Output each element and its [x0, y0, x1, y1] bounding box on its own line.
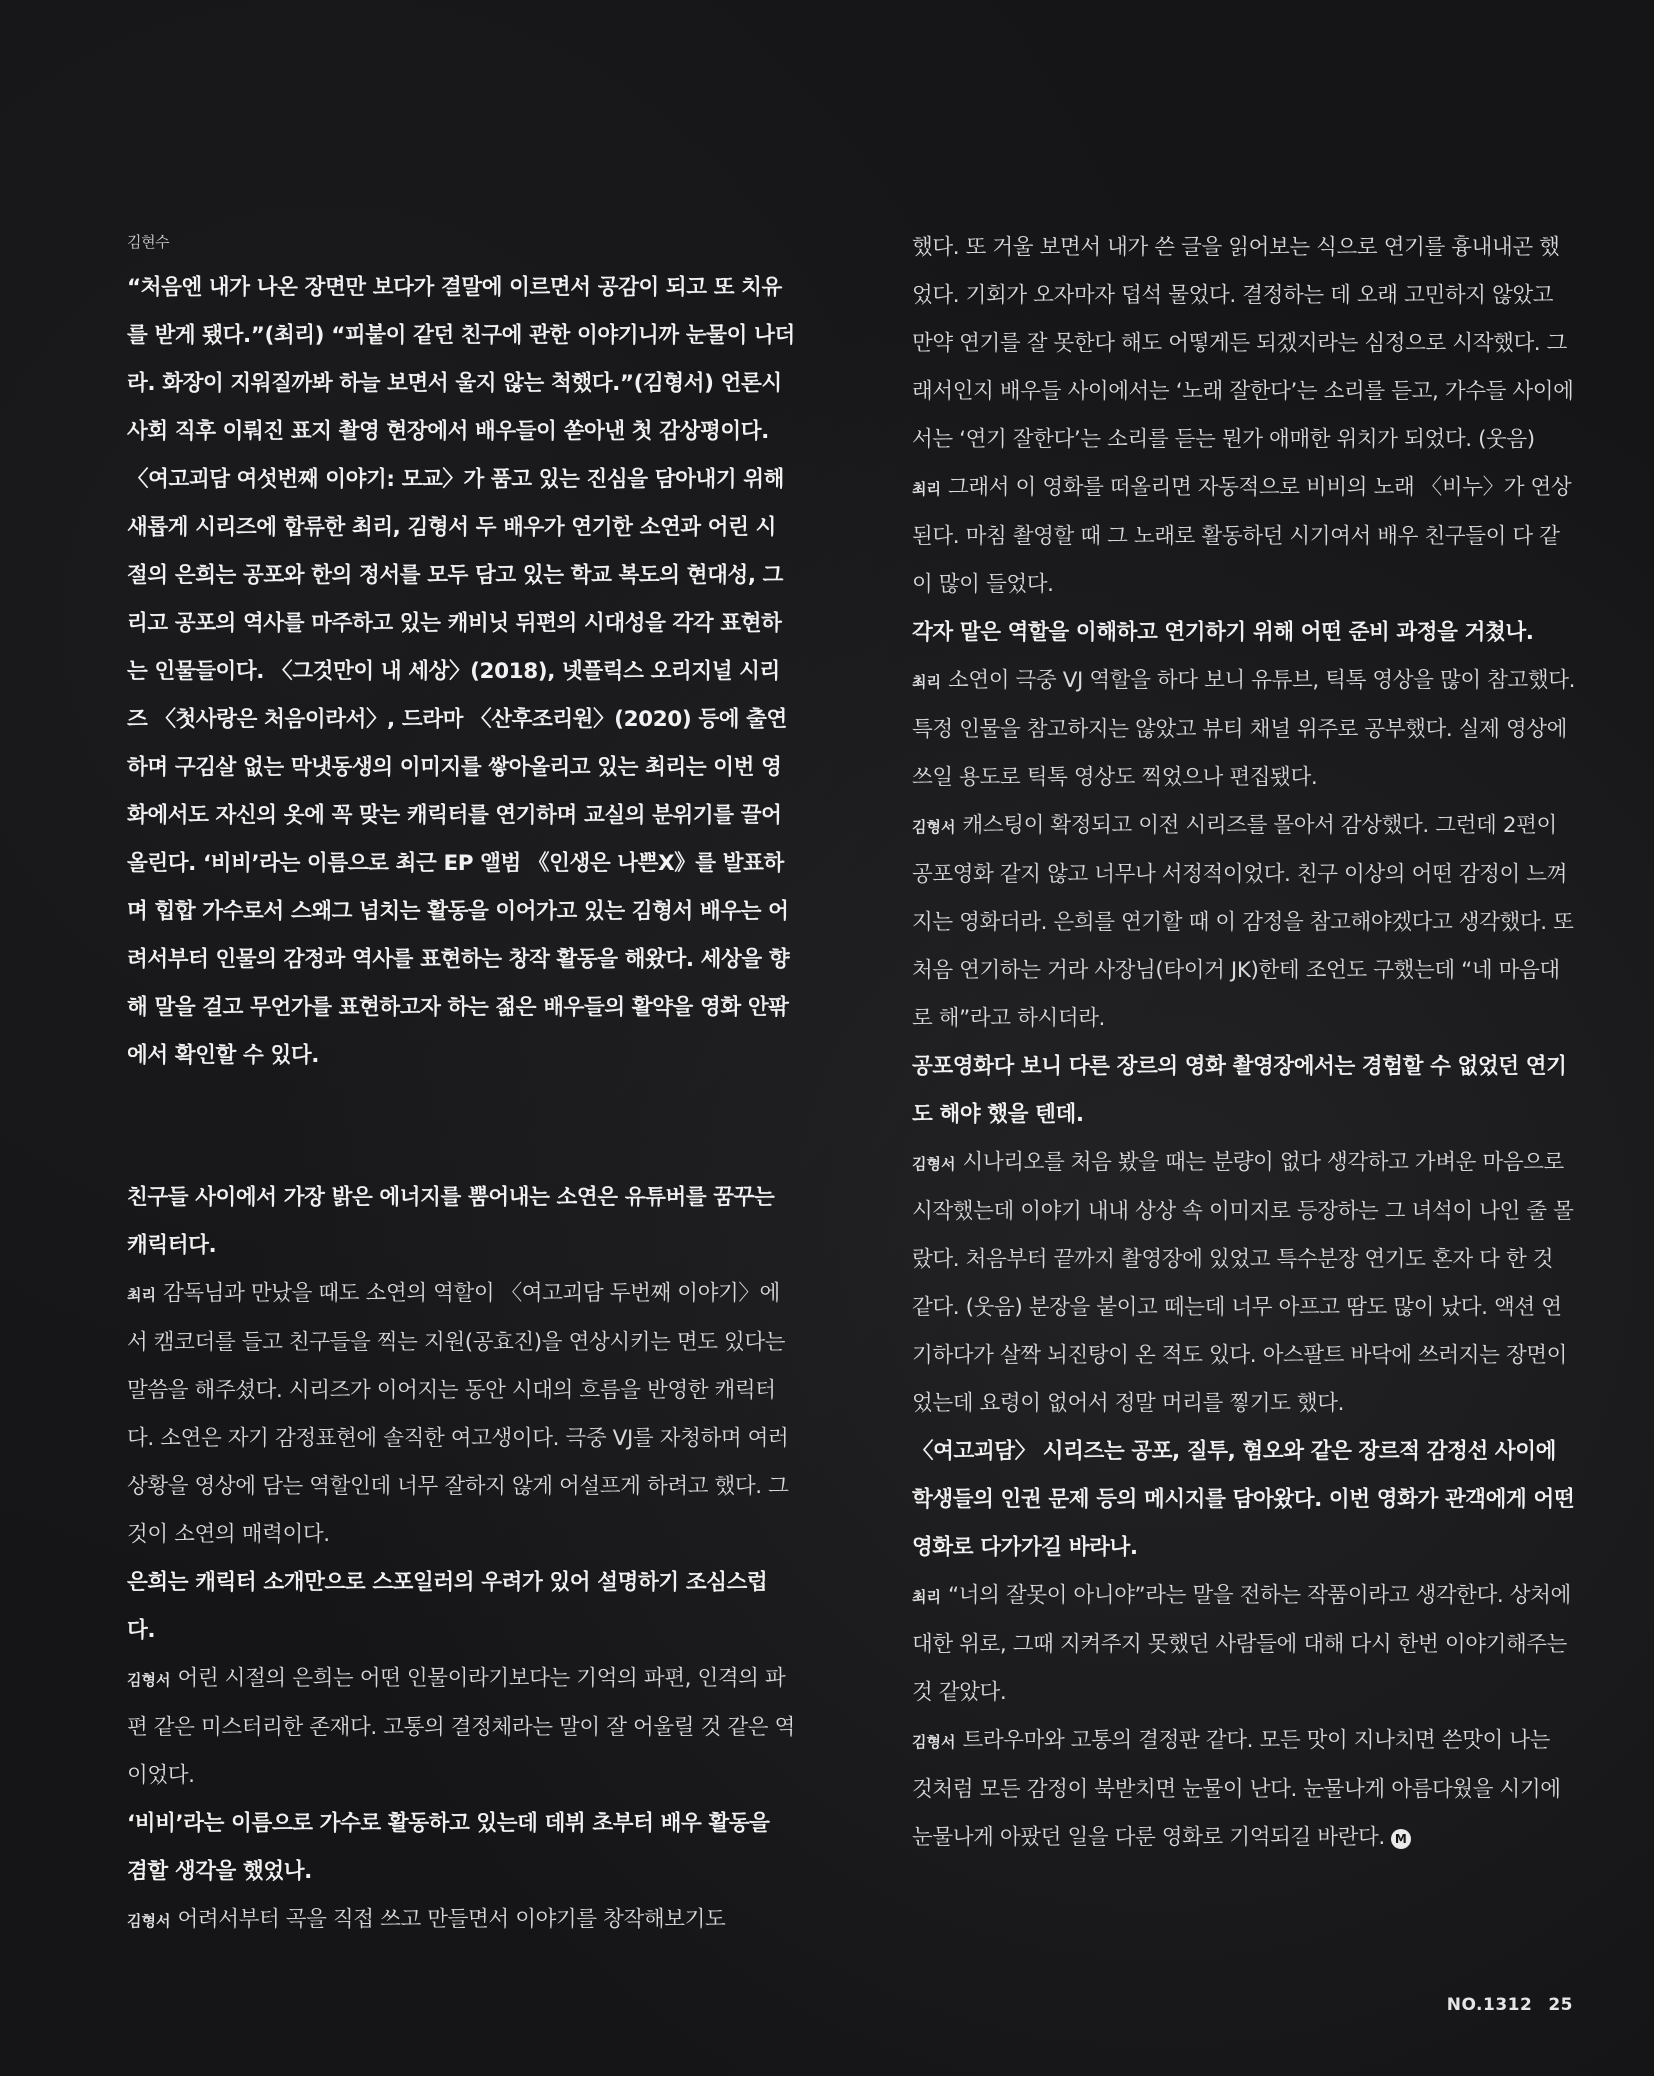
- speaker-label: 김형서: [912, 818, 956, 836]
- question: 친구들 사이에서 가장 밝은 에너지를 뿜어내는 소연은 유튜버를 꿈꾸는 캐릭터다.: [127, 1185, 775, 1258]
- speaker-label: 최리: [912, 673, 941, 691]
- answer: [127, 1270, 795, 1559]
- speaker-label: 김형서: [912, 1155, 956, 1173]
- answer-text: 소연이 극중 VJ 역할을 하다 보니 유튜브, 틱톡 영상을 많이 참고했다. 특정 인물을 참고하지는 않았고 뷰티 채널 위주로 공부했다. 실제 영상에 쓰일 용도로 틱톡 영상도 찍었으나 편집됐다.: [912, 668, 1576, 790]
- right-column: [912, 224, 1576, 1862]
- answer: [912, 1139, 1576, 1428]
- answer-text: 감독님과 만났을 때도 소연의 역할이 〈여고괴담 두번째 이야기〉에서 캠코더를 들고 친구들을 찍는 지원(공효진)을 연상시키는 면도 있다는 말씀을 해주셨다. 시리즈가 이어지는 동안 시대의 흐름을 반영한 캐릭터다. 소연은 자기 감정표현에 솔직한 여고생이다. 극중 VJ를 자청하며 여러 상황을 영상에 담는 역할인데 너무 잘하지 않게 어설프게 하려고 했다. 그것이 소연의 매력이다.: [127, 1281, 789, 1547]
- intro-paragraph: “처음엔 내가 나온 장면만 보다가 결말에 이르면서 공감이 되고 또 치유를 받게 됐다.”(최리) “피붙이 같던 친구에 관한 이야기니까 눈물이 나더라. 화장이 지워질까봐 하늘 보면서 울지 않는 척했다.”(김형서) 언론시사회 직후 이뤄진 표지 촬영 현장에서 배우들이 쏟아낸 첫 감상평이다. 〈여고괴담 여섯번째 이야기: 모교〉가 품고 있는 진심을 담아내기 위해 새롭게 시리즈에 합류한 최리, 김형서 두 배우가 연기한 소연과 어린 시절의 은희는 공포와 한의 정서를 모두 담고 있는 학교 복도의 현대성, 그리고 공포의 역사를 마주하고 있는 캐비닛 뒤편의 시대성을 각각 표현하는 인물들이다. 〈그것만이 내 세상〉(2018), 넷플릭스 오리지널 시리즈 〈첫사랑은 처음이라서〉, 드라마 〈산후조리원〉(2020) 등에 출연하며 구김살 없는 막냇동생의 이미지를 쌓아올리고 있는 최리는 이번 영화에서도 자신의 옷에 꼭 맞는 캐릭터를 연기하며 교실의 분위기를 끌어올린다. ‘비비’라는 이름으로 최근 EP 앨범 《인생은 나쁜X》를 발표하며 힙합 가수로서 스왜그 넘치는 활동을 이어가고 있는 김형서 배우는 어려서부터 인물의 감정과 역사를 표현하는 창작 활동을 해왔다. 세상을 향해 말을 걸고 무언가를 표현하고자 하는 젊은 배우들의 활약을 영화 안팎에서 확인할 수 있다.: [127, 275, 795, 1068]
- answer-text: 그래서 이 영화를 떠올리면 자동적으로 비비의 노래 〈비누〉가 연상된다. 마침 촬영할 때 그 노래로 활동하던 시기여서 배우 친구들이 다 같이 많이 들었다.: [912, 475, 1572, 597]
- question: 〈여고괴담〉 시리즈는 공포, 질투, 혐오와 같은 장르적 감정선 사이에 학생들의 인권 문제 등의 메시지를 담아왔다. 이번 영화가 관객에게 어떤 영화로 다가가길 바라나.: [912, 1439, 1575, 1560]
- answer-text: 어린 시절의 은희는 어떤 인물이라기보다는 기억의 파편, 인격의 파편 같은 미스터리한 존재다. 고통의 결정체라는 말이 잘 어울릴 것 같은 역이었다.: [127, 1666, 795, 1788]
- speaker-label: 김형서: [127, 1671, 171, 1689]
- answer: [912, 1717, 1576, 1862]
- answer: [127, 1655, 795, 1800]
- answer: [912, 657, 1576, 802]
- answer: [127, 1896, 795, 1945]
- speaker-label: 김형서: [127, 1912, 171, 1930]
- answer-text: 트라우마와 고통의 결정판 같다. 모든 맛이 지나치면 쓴맛이 나는 것처럼 모든 감정이 북받치면 눈물이 난다. 눈물나게 아름다웠을 시기에 눈물나게 아팠던 일을 다룬 영화로 기억되길 바란다.: [912, 1728, 1561, 1850]
- page-folio: [1447, 1995, 1573, 2015]
- answer-text: 캐스팅이 확정되고 이전 시리즈를 몰아서 감상했다. 그런데 2편이 공포영화 같지 않고 너무나 서정적이었다. 친구 이상의 어떤 감정이 느껴지는 영화더라. 은희를 연기할 때 이 감정을 참고해야겠다고 생각했다. 또 처음 연기하는 거라 사장님(타이거 JK)한테 조언도 구했는데 “네 마음대로 해”라고 하시더라.: [912, 813, 1574, 1031]
- issue-number: NO.1312: [1446, 1995, 1533, 2015]
- answer: [912, 1572, 1576, 1717]
- question: 은희는 캐릭터 소개만으로 스포일러의 우려가 있어 설명하기 조심스럽다.: [127, 1570, 768, 1643]
- question: 각자 맡은 역할을 이해하고 연기하기 위해 어떤 준비 과정을 거쳤나.: [912, 620, 1534, 645]
- speaker-label: 최리: [912, 1588, 941, 1606]
- question: ‘비비’라는 이름으로 가수로 활동하고 있는데 데뷔 초부터 배우 활동을 겸할 생각을 했었나.: [127, 1811, 770, 1884]
- answer-continued: 했다. 또 거울 보면서 내가 쓴 글을 읽어보는 식으로 연기를 흉내내곤 했었다. 기회가 오자마자 덥석 물었다. 결정하는 데 오래 고민하지 않았고 만약 연기를 잘 못한다 해도 어떻게든 되겠지라는 심정으로 시작했다. 그래서인지 배우들 사이에서는 ‘노래 잘한다’는 소리를 듣고, 가수들 사이에서는 ‘연기 잘한다’는 소리를 듣는 뭔가 애매한 위치가 되었다. (웃음): [912, 235, 1574, 452]
- answer: [912, 802, 1576, 1043]
- page-number: 25: [1548, 1995, 1573, 2015]
- question: 공포영화다 보니 다른 장르의 영화 촬영장에서는 경험할 수 없었던 연기도 해야 했을 텐데.: [912, 1054, 1567, 1127]
- answer: [912, 464, 1576, 609]
- left-column: [127, 224, 795, 1945]
- answer-text: 어려서부터 곡을 직접 쓰고 만들면서 이야기를 창작해보기도: [177, 1907, 726, 1932]
- speaker-label: 김형서: [912, 1733, 956, 1751]
- answer-text: 시나리오를 처음 봤을 때는 분량이 없다 생각하고 가벼운 마음으로 시작했는데 이야기 내내 상상 속 이미지로 등장하는 그 녀석이 나인 줄 몰랐다. 처음부터 끝까지 촬영장에 있었고 특수분장 연기도 혼자 다 한 것 같다. (웃음) 분장을 붙이고 떼는데 너무 아프고 땀도 많이 났다. 액션 연기하다가 살짝 뇌진탕이 온 적도 있다. 아스팔트 바닥에 쓰러지는 장면이었는데 요령이 없어서 정말 머리를 찧기도 했다.: [912, 1150, 1574, 1416]
- speaker-label: 최리: [127, 1286, 156, 1304]
- end-mark-icon: M: [1391, 1829, 1411, 1849]
- section-gap: [127, 1080, 795, 1174]
- speaker-label: 최리: [912, 480, 941, 498]
- answer-text: “너의 잘못이 아니야”라는 말을 전하는 작품이라고 생각한다. 상처에 대한 위로, 그때 지켜주지 못했던 사람들에 대해 다시 한번 이야기해주는 것 같았다.: [912, 1583, 1571, 1705]
- byline: 김현수: [127, 233, 170, 251]
